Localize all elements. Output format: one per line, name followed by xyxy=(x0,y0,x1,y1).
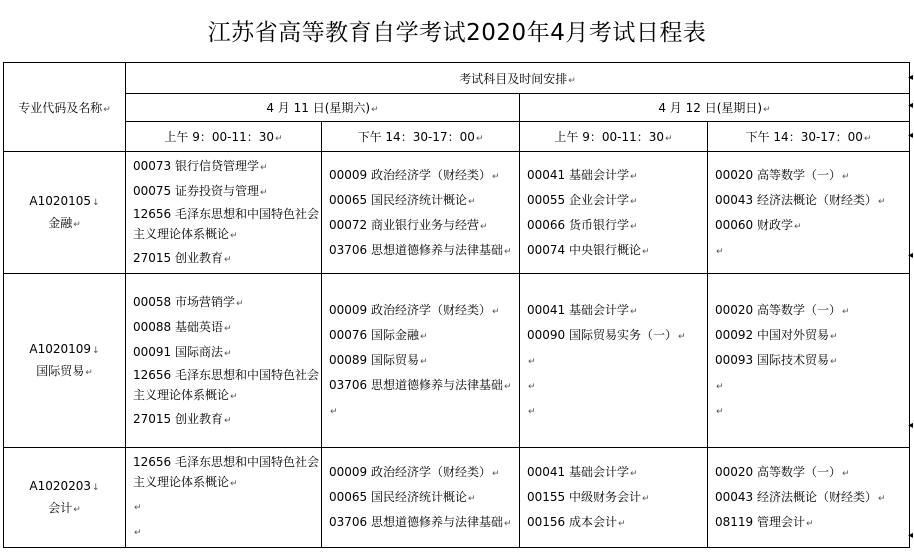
page-title: 江苏省高等教育自学考试2020年4月考试日程表 xyxy=(207,20,707,46)
subject-entry: 00074 中央银行概论↵ xyxy=(527,242,650,257)
subject-entry: 00156 成本会计↵ xyxy=(527,515,626,529)
edge-mark: ◂ xyxy=(908,420,914,431)
subject-entry: 27015 创业教育↵ xyxy=(133,411,232,426)
subject-entry: 00020 高等数学（一）↵ xyxy=(715,167,850,182)
subject-entry: 12656 毛泽东思想和中国特色社会主义理论体系概论↵ xyxy=(133,454,319,489)
subject-cell xyxy=(126,448,322,548)
subject-entry: 00073 银行信贷管理学↵ xyxy=(133,159,268,173)
subject-entry: 00043 经济法概论（财经类）↵ xyxy=(715,490,886,504)
subject-entry: 00076 国际金融↵ xyxy=(329,328,428,342)
major-name: 会计 xyxy=(48,500,73,515)
major-code: A1020203 xyxy=(29,478,92,493)
subject-entry: 00041 基础会计学↵ xyxy=(527,167,638,182)
edge-mark: ◂ xyxy=(908,130,914,141)
subject-entry: 12656 毛泽东思想和中国特色社会主义理论体系概论↵ xyxy=(133,367,319,402)
subject-entry: 00091 国际商法↵ xyxy=(133,344,232,359)
subject-cell xyxy=(520,448,708,548)
subject-entry: 00075 证券投资与管理↵ xyxy=(133,184,268,198)
subject-entry: 00060 财政学↵ xyxy=(715,217,802,232)
subject-entry: 03706 思想道德修养与法律基础↵ xyxy=(329,515,512,529)
subject-cell xyxy=(708,448,910,548)
subject-entry: ↵ xyxy=(716,246,724,257)
subject-entry: ↵ xyxy=(134,502,142,513)
subject-entry: 08119 管理会计↵ xyxy=(715,515,814,529)
subject-entry: 03706 思想道德修养与法律基础↵ xyxy=(329,378,512,392)
major-name: 国际贸易 xyxy=(36,363,85,378)
table-row xyxy=(4,448,910,548)
subject-entry: 00090 国际贸易实务（一）↵ xyxy=(527,328,686,342)
subject-entry: ↵ xyxy=(716,382,724,392)
subject-cell xyxy=(322,152,520,274)
session-header: 上午 9：00-11：30↵ xyxy=(126,122,322,152)
subject-entry: ↵ xyxy=(134,527,142,538)
subject-entry: 00088 基础英语↵ xyxy=(133,319,232,334)
subject-cell xyxy=(520,274,708,448)
table-row xyxy=(4,274,910,448)
subject-cell xyxy=(126,274,322,448)
edge-mark: ◂ xyxy=(908,72,914,83)
subject-entry: 27015 创业教育↵ xyxy=(133,251,232,265)
major-code: A1020109 xyxy=(29,341,92,356)
subject-entry: ↵ xyxy=(528,407,536,417)
subject-entry: 00020 高等数学（一）↵ xyxy=(715,303,850,317)
major-column-header: 专业代码及名称↵ xyxy=(4,63,126,152)
schedule-caption: 考试科目及时间安排↵ xyxy=(126,63,910,94)
day-header: 4 月 11 日(星期六)↵ xyxy=(126,94,520,122)
subject-entry: 00020 高等数学（一）↵ xyxy=(715,465,850,479)
subject-entry: 00155 中级财务会计↵ xyxy=(527,490,650,504)
subject-entry: ↵ xyxy=(528,382,536,392)
exam-schedule-table xyxy=(3,62,910,548)
major-cell: A1020105↓ 金融↵ xyxy=(4,152,126,274)
subject-entry: 12656 毛泽东思想和中国特色社会主义理论体系概论↵ xyxy=(133,207,319,241)
subject-entry: 00055 企业会计学↵ xyxy=(527,192,638,207)
subject-entry: 00089 国际贸易↵ xyxy=(329,353,428,367)
table-row xyxy=(4,152,910,274)
edge-mark: ◂ xyxy=(908,250,914,261)
session-header: 下午 14：30-17：00↵ xyxy=(708,122,910,152)
subject-entry: 00093 国际技术贸易↵ xyxy=(715,353,838,367)
major-name: 金融 xyxy=(48,215,73,230)
subject-cell xyxy=(708,274,910,448)
major-cell: A1020203↓ 会计↵ xyxy=(4,448,126,548)
subject-entry: ↵ xyxy=(330,407,338,417)
edge-mark: ◂ xyxy=(908,100,914,111)
subject-cell xyxy=(322,274,520,448)
subject-entry: 00092 中国对外贸易↵ xyxy=(715,328,838,342)
subject-cell xyxy=(126,152,322,274)
subject-cell xyxy=(322,448,520,548)
subject-entry: ↵ xyxy=(716,407,724,417)
subject-entry: 00065 国民经济统计概论↵ xyxy=(329,490,476,504)
subject-entry: 00009 政治经济学（财经类）↵ xyxy=(329,167,500,182)
session-header: 下午 14：30-17：00↵ xyxy=(322,122,520,152)
subject-entry: 00009 政治经济学（财经类）↵ xyxy=(329,303,500,317)
subject-entry: 00072 商业银行业务与经营↵ xyxy=(329,217,488,232)
major-cell: A1020109↓ 国际贸易↵ xyxy=(4,274,126,448)
subject-entry: 00041 基础会计学↵ xyxy=(527,465,638,479)
subject-entry: 00041 基础会计学↵ xyxy=(527,303,638,317)
subject-entry: 00009 政治经济学（财经类）↵ xyxy=(329,465,500,479)
day-header: 4 月 12 日(星期日)↵ xyxy=(520,94,910,122)
subject-cell xyxy=(520,152,708,274)
subject-entry: 00066 货币银行学↵ xyxy=(527,217,638,232)
subject-cell xyxy=(708,152,910,274)
session-header: 上午 9：00-11：30↵ xyxy=(520,122,708,152)
subject-entry: ↵ xyxy=(528,357,536,367)
major-code: A1020105 xyxy=(29,193,92,208)
subject-entry: 00065 国民经济统计概论↵ xyxy=(329,192,476,207)
subject-entry: 00043 经济法概论（财经类）↵ xyxy=(715,192,886,207)
edge-mark: ◂ xyxy=(908,530,914,541)
subject-entry: 03706 思想道德修养与法律基础↵ xyxy=(329,242,512,257)
subject-entry: 00058 市场营销学↵ xyxy=(133,294,244,309)
